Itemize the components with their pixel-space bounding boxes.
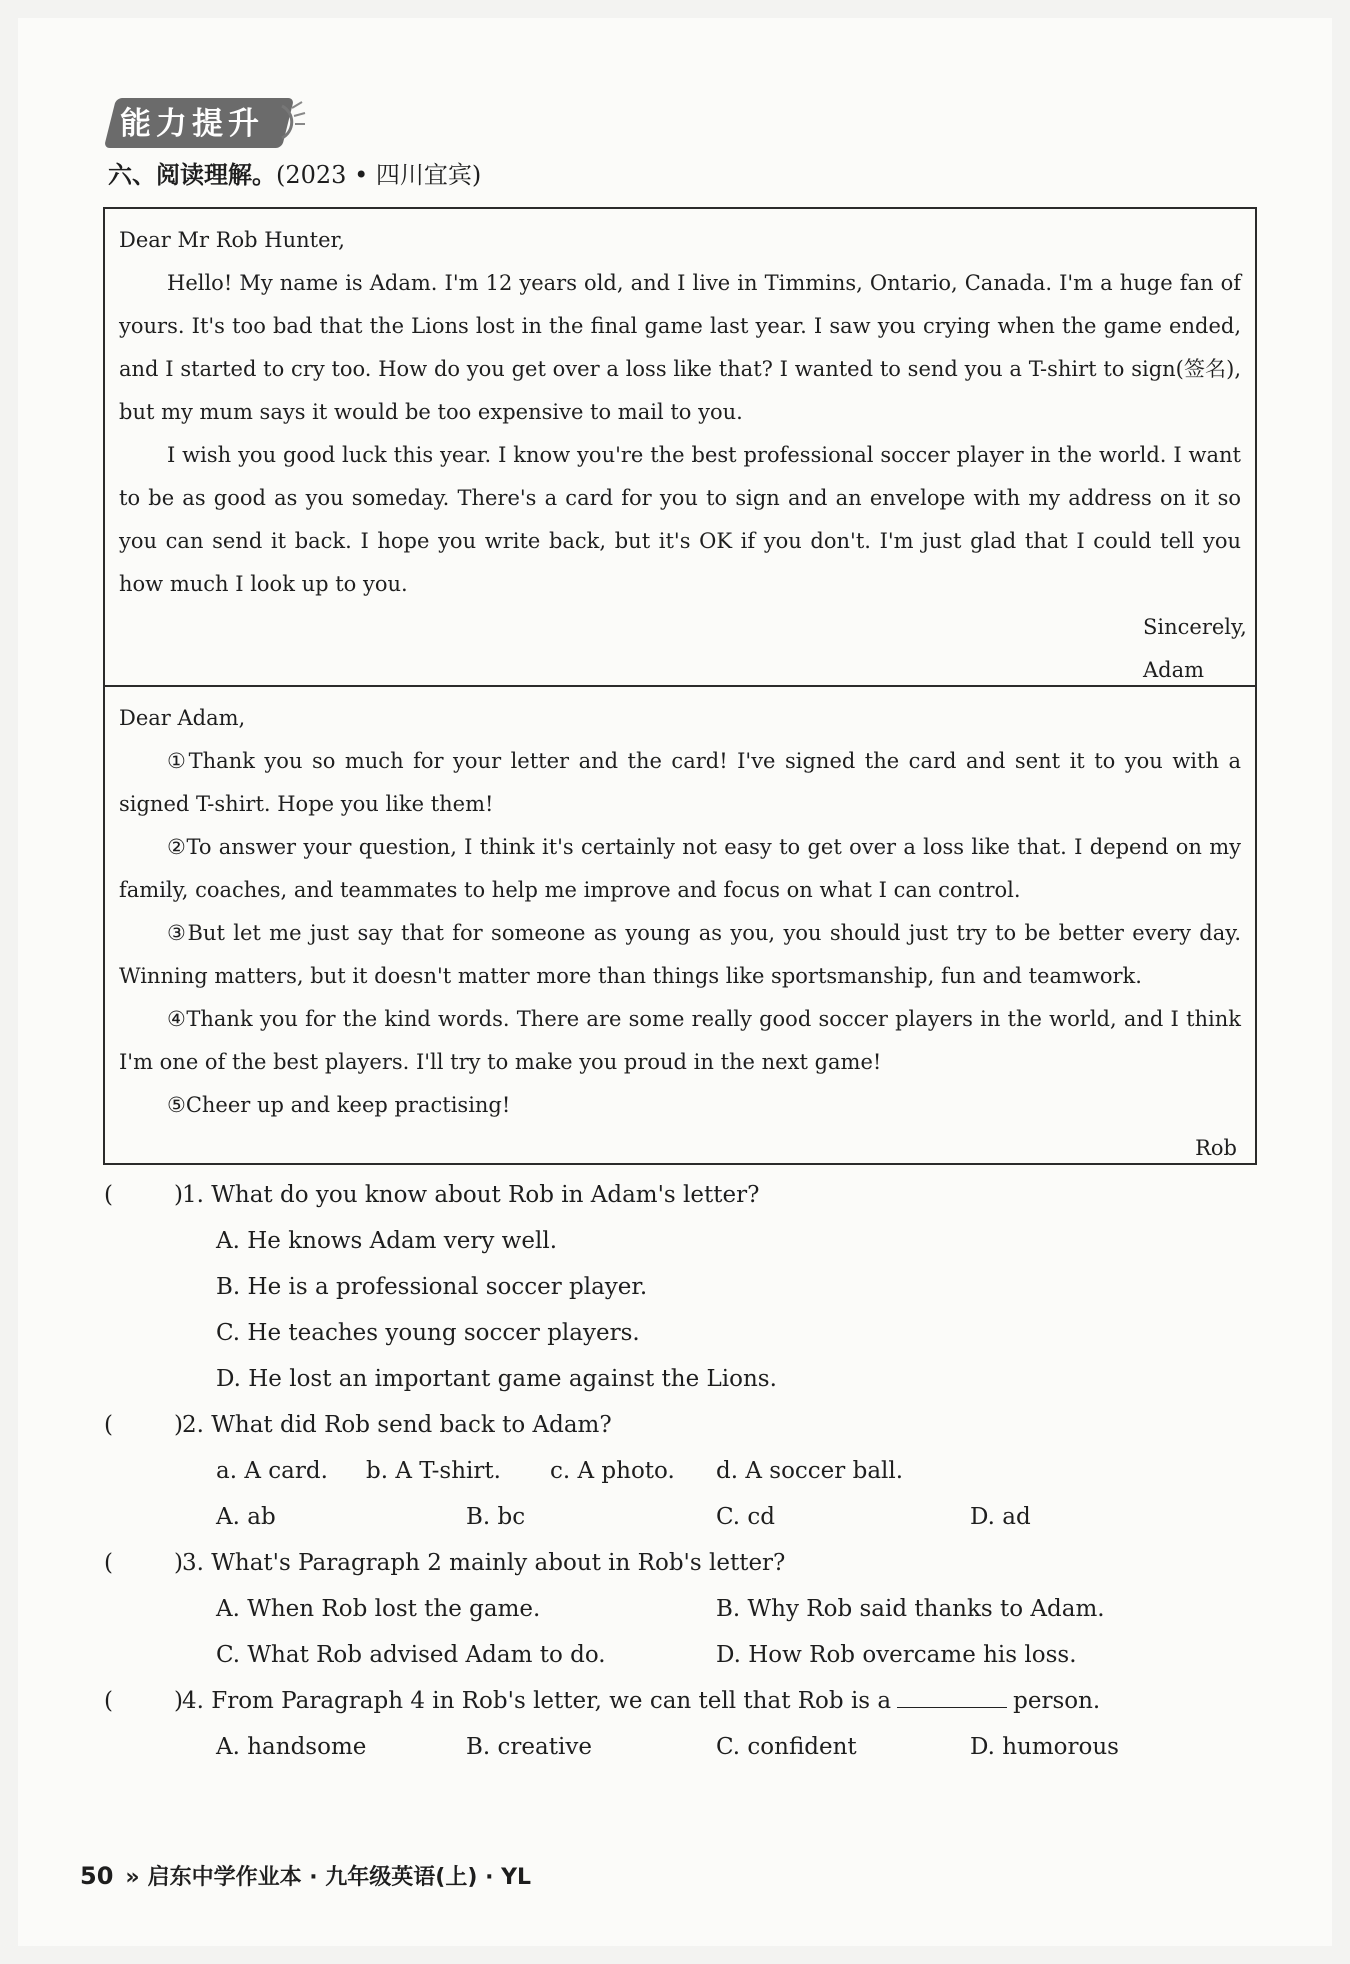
- letter-greeting: Dear Adam,: [119, 706, 246, 730]
- option-row: [104, 1494, 1254, 1540]
- option: B. He is a professional soccer player.: [216, 1274, 648, 1300]
- option: B. creative: [466, 1734, 592, 1760]
- option: D. ad: [970, 1504, 1031, 1530]
- question-stem-wrap: [182, 1678, 1100, 1724]
- option: A. handsome: [216, 1734, 367, 1760]
- letter-rob: [103, 685, 1257, 1165]
- letter-paragraph: ①Thank you so much for your letter and the card! I've signed the card and sent it to you with a signed T-shirt. Hope you like them!: [119, 749, 1241, 816]
- page-footer: [80, 1860, 531, 1891]
- option: D. How Rob overcame his loss.: [716, 1642, 1077, 1668]
- question-3: [104, 1540, 1254, 1586]
- letter-paragraph: I wish you good luck this year. I know you're the best professional soccer player in the world. I want to be as good as you someday. There's a card for you to sign and an envelope with my address on it so you can send it back. I hope you write back, but it's OK if you don't. I'm just glad that I could tell you how much I look up to you.: [119, 443, 1241, 596]
- answer-blank[interactable]: [897, 1685, 1007, 1708]
- letter-paragraph: ②To answer your question, I think it's certainly not easy to get over a loss like that. I depend on my family, coaches, and teammates to help me improve and focus on what I can control.: [119, 835, 1241, 902]
- option: A. He knows Adam very well.: [216, 1228, 558, 1254]
- question-stem: 3. What's Paragraph 2 mainly about in Rob's letter?: [182, 1550, 786, 1576]
- letter-closing: Sincerely,: [1143, 615, 1247, 639]
- question-stem: 2. What did Rob send back to Adam?: [182, 1412, 612, 1438]
- letter-signature: Adam: [1143, 658, 1205, 682]
- question-stem-end: person.: [1013, 1688, 1101, 1714]
- letter-paragraph: ⑤Cheer up and keep practising!: [167, 1093, 511, 1117]
- option-row: [104, 1310, 1254, 1356]
- item: b. A T-shirt.: [366, 1458, 501, 1484]
- option-row: [104, 1264, 1254, 1310]
- item: d. A soccer ball.: [716, 1458, 904, 1484]
- option: C. What Rob advised Adam to do.: [216, 1642, 606, 1668]
- section-title: [108, 158, 481, 192]
- item: c. A photo.: [550, 1458, 675, 1484]
- item: a. A card.: [216, 1458, 328, 1484]
- option: B. bc: [466, 1504, 526, 1530]
- option: C. He teaches young soccer players.: [216, 1320, 640, 1346]
- page-number: 50: [80, 1862, 114, 1890]
- option-row: [104, 1218, 1254, 1264]
- section-badge-label: 能力提升: [120, 106, 264, 142]
- sparkle-icon: [278, 98, 306, 144]
- section-source: (2023 • 四川宜宾): [276, 161, 482, 189]
- option-row: [104, 1632, 1254, 1678]
- section-title-text: 六、阅读理解。: [108, 161, 276, 189]
- answer-paren-close: ): [174, 1182, 183, 1208]
- option: D. humorous: [970, 1734, 1119, 1760]
- question-2: [104, 1402, 1254, 1448]
- letter-signature: Rob: [1195, 1136, 1237, 1160]
- question-stem: 4. From Paragraph 4 in Rob's letter, we can tell that Rob is a: [182, 1688, 892, 1714]
- option: A. When Rob lost the game.: [216, 1596, 541, 1622]
- option: A. ab: [216, 1504, 276, 1530]
- letter-paragraph: ③But let me just say that for someone as young as you, you should just try to be better every day. Winning matters, but it doesn't matter more than things like sportsmanship, fun and teamwork.: [119, 921, 1241, 988]
- answer-paren-close: ): [174, 1688, 183, 1714]
- option: B. Why Rob said thanks to Adam.: [716, 1596, 1105, 1622]
- option-row: [104, 1586, 1254, 1632]
- book-title: 启东中学作业本 · 九年级英语(上) · YL: [147, 1865, 532, 1890]
- letter-adam: [103, 207, 1257, 687]
- option: C. confident: [716, 1734, 857, 1760]
- question-1: [104, 1172, 1254, 1218]
- question-stem: 1. What do you know about Rob in Adam's letter?: [182, 1182, 760, 1208]
- letter-paragraph: ④Thank you for the kind words. There are some really good soccer players in the world, and I think I'm one of the best players. I'll try to make you proud in the next game!: [119, 1007, 1241, 1074]
- letter-greeting: Dear Mr Rob Hunter,: [119, 228, 345, 252]
- answer-paren-open: (: [104, 1412, 113, 1438]
- option-row: [104, 1724, 1254, 1770]
- answer-paren-open: (: [104, 1688, 113, 1714]
- question-4: [104, 1678, 1254, 1724]
- item-row: [104, 1448, 1254, 1494]
- chevron-right-icon: »: [125, 1865, 140, 1890]
- option: D. He lost an important game against the Lions.: [216, 1366, 777, 1392]
- answer-paren-close: ): [174, 1550, 183, 1576]
- answer-paren-close: ): [174, 1412, 183, 1438]
- option: C. cd: [716, 1504, 776, 1530]
- question-list: [104, 1172, 1254, 1770]
- answer-paren-open: (: [104, 1550, 113, 1576]
- option-row: [104, 1356, 1254, 1402]
- letter-paragraph: Hello! My name is Adam. I'm 12 years old, and I live in Timmins, Ontario, Canada. I'm a huge fan of yours. It's too bad that the Lions lost in the final game last year. I saw you crying when the game ended, and I started to cry too. How do you get over a loss like that? I wanted to send you a T-shirt to sign(签名), but my mum says it would be too expensive to mail to you.: [119, 271, 1241, 424]
- answer-paren-open: (: [104, 1182, 113, 1208]
